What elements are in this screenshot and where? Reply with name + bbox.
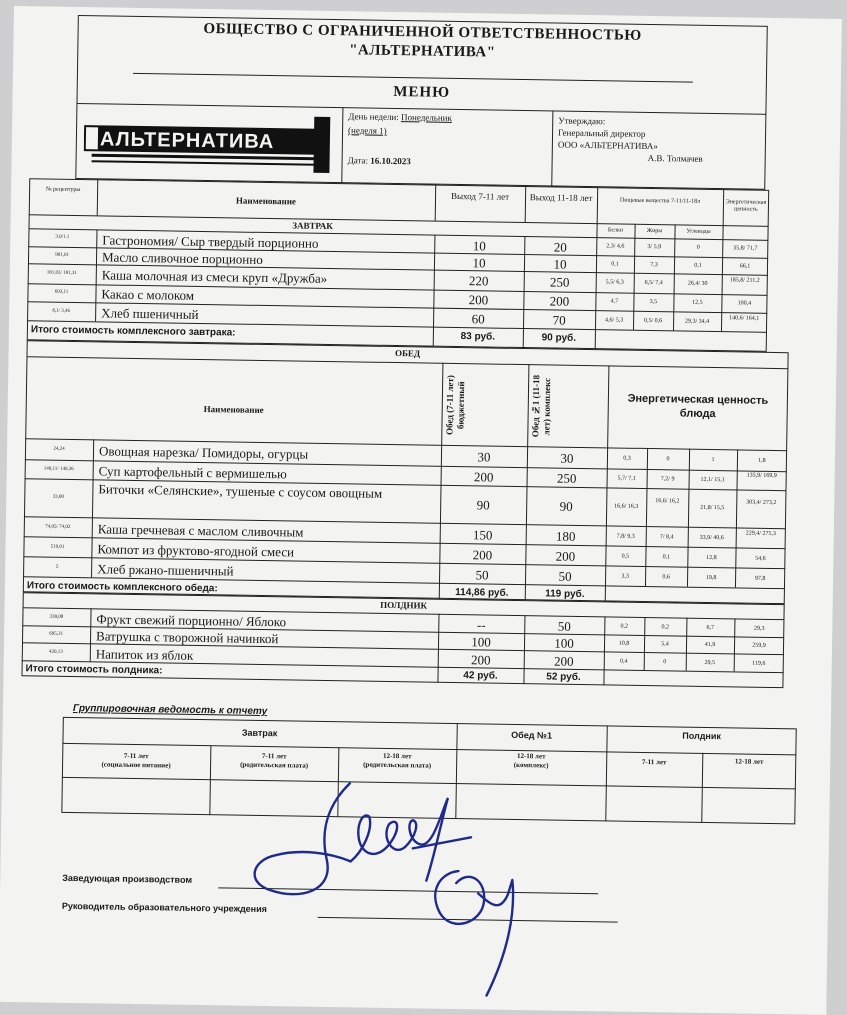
recipe-code: 140,11/ 140,36 bbox=[43, 466, 74, 472]
portion-11-18: 50 bbox=[558, 568, 572, 584]
grouping-col4-age: 12-18 лет bbox=[516, 751, 546, 761]
lunch-col-name-header: Наименование bbox=[203, 404, 264, 415]
grouping-col1-sub: (социальное питание) bbox=[101, 760, 171, 770]
org-name-line2: "АЛЬТЕРНАТИВА" bbox=[349, 42, 496, 61]
grouping-col1-age: 7-11 лет bbox=[123, 751, 149, 761]
grouping-title: Группировочная ведомость к отчету bbox=[72, 703, 268, 718]
protein: 2,3/ 4,6 bbox=[606, 243, 625, 250]
carbs: 12,8 bbox=[706, 554, 717, 562]
approve-line3: ООО «АЛЬТЕРНАТИВА» bbox=[557, 139, 658, 152]
energy: 119,6 bbox=[752, 660, 766, 667]
portion-7-11: 200 bbox=[473, 469, 494, 485]
carbs: 12,5 bbox=[692, 299, 703, 306]
recipe-code: 181,03/ 181,31 bbox=[46, 270, 77, 277]
snack-section-title: ПОЛДНИК bbox=[380, 599, 428, 611]
fat: 0 bbox=[666, 456, 670, 463]
recipe-code: 74,05/ 74,02 bbox=[45, 524, 71, 530]
portion-7-11: -- bbox=[476, 617, 486, 633]
approve-line1: Утверждаю: bbox=[558, 115, 606, 127]
protein: 4,6/ 5,3 bbox=[604, 317, 624, 324]
portion-11-18: 200 bbox=[555, 548, 576, 564]
lunch-total-7-11: 114,86 руб. bbox=[455, 587, 509, 599]
protein: 0,3 bbox=[623, 455, 631, 462]
carbs: 19,8 bbox=[705, 574, 717, 582]
col-recipe-header: № рецептуры bbox=[45, 186, 81, 194]
energy: 303,4/ 273,2 bbox=[746, 499, 777, 507]
dish-name: Овощная нарезка/ Помидоры, огурцы bbox=[98, 443, 309, 462]
grouping-breakfast-header: Завтрак bbox=[241, 727, 278, 739]
logo-text: АЛЬТЕРНАТИВА bbox=[99, 128, 275, 154]
portion-7-11: 60 bbox=[471, 311, 485, 327]
energy: 100,4 bbox=[737, 300, 752, 307]
sub-carb: Углеводы bbox=[686, 228, 711, 235]
recipe-code: 695,31 bbox=[49, 631, 64, 637]
protein: 7,8/ 9,3 bbox=[616, 533, 635, 540]
portion-7-11: 200 bbox=[472, 547, 493, 563]
protein: 0,2 bbox=[620, 623, 629, 630]
dish-name: Каша гречневая с маслом сливочным bbox=[97, 521, 304, 540]
menu-document bbox=[0, 6, 842, 1015]
protein: 5,7/ 7,1 bbox=[617, 475, 636, 482]
dish-name: Масло сливочное порционно bbox=[101, 249, 263, 267]
portion-11-18: 250 bbox=[556, 470, 577, 486]
day-value: Понедельник bbox=[400, 112, 453, 123]
energy: 1,8 bbox=[758, 457, 766, 464]
signature-line-head: Руководитель образовательного учреждения bbox=[61, 900, 268, 915]
fat: 0 bbox=[663, 659, 667, 666]
energy: 229,4/ 275,3 bbox=[745, 530, 776, 538]
portion-7-11: 50 bbox=[475, 567, 489, 583]
carbs: 29,5 bbox=[704, 659, 716, 667]
breakfast-section-title: ЗАВТРАК bbox=[292, 220, 333, 232]
portion-11-18: 180 bbox=[555, 528, 576, 544]
portion-11-18: 10 bbox=[553, 256, 567, 272]
portion-11-18: 200 bbox=[549, 293, 570, 309]
portion-7-11: 100 bbox=[471, 634, 491, 650]
fat: 16,6/ 16,2 bbox=[655, 498, 680, 505]
col-output-7-11-header: Выход 7-11 лет bbox=[450, 190, 510, 202]
lunch-section-title: ОБЕД bbox=[394, 348, 421, 359]
portion-7-11: 200 bbox=[470, 652, 491, 668]
grouping-lunch-header: Обед №1 bbox=[511, 729, 553, 741]
portion-11-18: 90 bbox=[559, 498, 573, 514]
carbs: 33,9/ 40,6 bbox=[699, 534, 724, 542]
recipe-code: 420,13 bbox=[48, 649, 63, 655]
protein: 0,5 bbox=[621, 553, 630, 560]
recipe-code: 8,1/ 3,46 bbox=[52, 308, 71, 314]
fat: 5,4 bbox=[661, 641, 669, 648]
date-label: Дата: bbox=[347, 155, 369, 166]
dish-name: Хлеб пшеничный bbox=[101, 305, 199, 322]
portion-11-18: 30 bbox=[560, 450, 574, 466]
energy: 66,1 bbox=[739, 263, 751, 270]
recipe-code: 901,01 bbox=[55, 252, 70, 258]
carbs: 6,7 bbox=[706, 624, 715, 632]
energy: 35,8/ 71,7 bbox=[733, 245, 758, 252]
signature-line-production: Заведующая производством bbox=[62, 872, 193, 885]
energy: 29,3 bbox=[754, 625, 765, 632]
org-name-line1: ОБЩЕСТВО С ОГРАНИЧЕННОЙ ОТВЕТСТВЕННОСТЬЮ bbox=[203, 20, 642, 44]
lunch-col-energy-header: Энергетическая ценность блюда bbox=[627, 392, 769, 421]
portion-7-11: 10 bbox=[472, 238, 486, 254]
grouping-col2-age: 7-11 лет bbox=[261, 751, 287, 761]
dish-name: Какао с молоком bbox=[101, 286, 195, 303]
breakfast-total-7-11: 83 руб. bbox=[460, 331, 496, 343]
week-number: (неделя 1) bbox=[348, 125, 387, 136]
portion-11-18: 200 bbox=[553, 653, 574, 669]
grouping-col5: 7-11 лет bbox=[641, 757, 667, 767]
grouping-col4-sub: (комплекс) bbox=[513, 760, 549, 770]
energy: 140,6/ 164,1 bbox=[729, 315, 760, 322]
recipe-code: 33,00 bbox=[52, 494, 64, 500]
energy: 97,8 bbox=[754, 575, 766, 582]
fat: 0,2 bbox=[661, 624, 670, 631]
protein: 10,8 bbox=[618, 640, 630, 647]
grouping-col6: 12-18 лет bbox=[734, 757, 764, 766]
energy: 185,8/ 211,2 bbox=[729, 277, 760, 284]
breakfast-total-label: Итого стоимость комплексного завтрака: bbox=[30, 324, 236, 339]
dish-name: Напиток из яблок bbox=[95, 646, 194, 663]
grouping-col3-age: 12-18 лет bbox=[382, 751, 412, 761]
grouping-col2-sub: (родительская плата) bbox=[240, 760, 309, 770]
col-name-header: Наименование bbox=[235, 195, 297, 207]
lunch-total-label: Итого стоимость комплексного обеда: bbox=[26, 580, 218, 595]
dish-name: Биточки «Селянские», тушеные с соусом овощным bbox=[98, 481, 383, 501]
snack-total-7-11: 42 руб. bbox=[463, 670, 498, 682]
approve-line4: А.В. Толмачев bbox=[647, 152, 703, 164]
fat: 0,6 bbox=[662, 574, 670, 581]
protein: 4,7 bbox=[610, 298, 619, 305]
energy: 135,9/ 169,9 bbox=[746, 472, 777, 480]
portion-7-11: 90 bbox=[476, 497, 490, 513]
portion-7-11: 220 bbox=[468, 273, 489, 289]
lunch-col-7-11-header: Обед (7-11 лет) бюджетный bbox=[444, 374, 467, 435]
fat: 3,5 bbox=[649, 299, 658, 306]
day-label: День недели: bbox=[348, 111, 399, 123]
energy: 54,6 bbox=[755, 555, 766, 562]
sub-fat: Жиры bbox=[646, 227, 663, 235]
portion-11-18: 70 bbox=[552, 312, 566, 328]
dish-name: Хлеб ржано-пшеничный bbox=[97, 561, 234, 579]
col-nutrients-header: Пищевые вещества 7-11/11-18л bbox=[619, 197, 701, 205]
carbs: 0,1 bbox=[694, 262, 702, 269]
col-energy-header: Энергетическая ценность bbox=[725, 199, 767, 213]
carbs: 29,3/ 34,4 bbox=[684, 318, 710, 325]
fat: 6,5/ 7,4 bbox=[644, 279, 663, 287]
grouping-snack-header: Полдник bbox=[682, 730, 722, 742]
dish-name: Каша молочная из смеси круп «Дружба» bbox=[101, 267, 328, 286]
carbs: 41,9 bbox=[704, 641, 716, 649]
recipe-code: 519,01 bbox=[50, 544, 65, 550]
recipe-code: 24,24 bbox=[53, 446, 65, 452]
lunch-total-11-18: 119 руб. bbox=[545, 588, 585, 601]
energy: 259,9 bbox=[752, 642, 766, 649]
fat: 0,5/ 0,6 bbox=[643, 317, 663, 325]
protein: 3,3 bbox=[621, 573, 629, 580]
protein: 16,6/ 16,3 bbox=[614, 503, 639, 510]
carbs: 21,8/ 15,5 bbox=[700, 504, 725, 512]
col-output-11-18-header: Выход 11-18 лет bbox=[529, 192, 593, 204]
date-value: 16.10.2023 bbox=[370, 155, 411, 167]
fat: 0,1 bbox=[662, 554, 671, 561]
recipe-code: 338,08 bbox=[49, 614, 64, 620]
carbs: 0 bbox=[696, 244, 700, 251]
portion-11-18: 50 bbox=[557, 618, 571, 634]
protein: 5,5/ 6,3 bbox=[605, 279, 624, 286]
fat: 7/ 8,4 bbox=[659, 534, 674, 541]
snack-total-11-18: 52 руб. bbox=[546, 671, 581, 683]
protein: 0,4 bbox=[619, 658, 628, 665]
recipe-code: 3.0/1.1 bbox=[55, 234, 70, 240]
recipe-code: 693,11 bbox=[54, 289, 69, 295]
portion-7-11: 30 bbox=[477, 449, 491, 465]
lunch-col-11-18-header: Обед №1 (11-18 лет) комплекс bbox=[530, 375, 553, 438]
handwritten-signature bbox=[0, 6, 842, 1015]
portion-11-18: 250 bbox=[549, 274, 570, 290]
protein: 0,1 bbox=[611, 261, 619, 268]
dish-name: Фрукт свежий порционно/ Яблоко bbox=[96, 611, 287, 630]
fat: 3/ 5,9 bbox=[647, 243, 662, 251]
dish-name: Гастрономия/ Сыр твердый порционно bbox=[102, 232, 319, 251]
dish-name: Ватрушка с творожной начинкой bbox=[95, 628, 279, 647]
menu-title: МЕНЮ bbox=[393, 83, 451, 101]
portion-7-11: 200 bbox=[468, 292, 489, 308]
breakfast-total-11-18: 90 руб. bbox=[541, 332, 577, 344]
portion-11-18: 100 bbox=[554, 635, 574, 651]
carbs: 1 bbox=[711, 457, 715, 464]
portion-7-11: 10 bbox=[472, 255, 486, 271]
carbs: 12,1/ 15,1 bbox=[700, 476, 725, 484]
recipe-code: 5 bbox=[55, 564, 59, 570]
fat: 7,2/ 9 bbox=[660, 476, 675, 483]
carbs: 26,4/ 30 bbox=[687, 280, 708, 287]
dish-name: Компот из фруктово-ягодной смеси bbox=[97, 541, 295, 560]
approve-line2: Генеральный директор bbox=[558, 127, 646, 139]
portion-7-11: 150 bbox=[472, 527, 493, 543]
dish-name: Суп картофельный с вермишелью bbox=[98, 463, 287, 482]
snack-total-label: Итого стоимость полдника: bbox=[25, 663, 163, 677]
grouping-col3-sub: (родительская плата) bbox=[363, 760, 432, 770]
fat: 7,3 bbox=[650, 262, 658, 269]
sub-protein: Белки bbox=[607, 227, 624, 234]
portion-11-18: 20 bbox=[553, 239, 567, 255]
